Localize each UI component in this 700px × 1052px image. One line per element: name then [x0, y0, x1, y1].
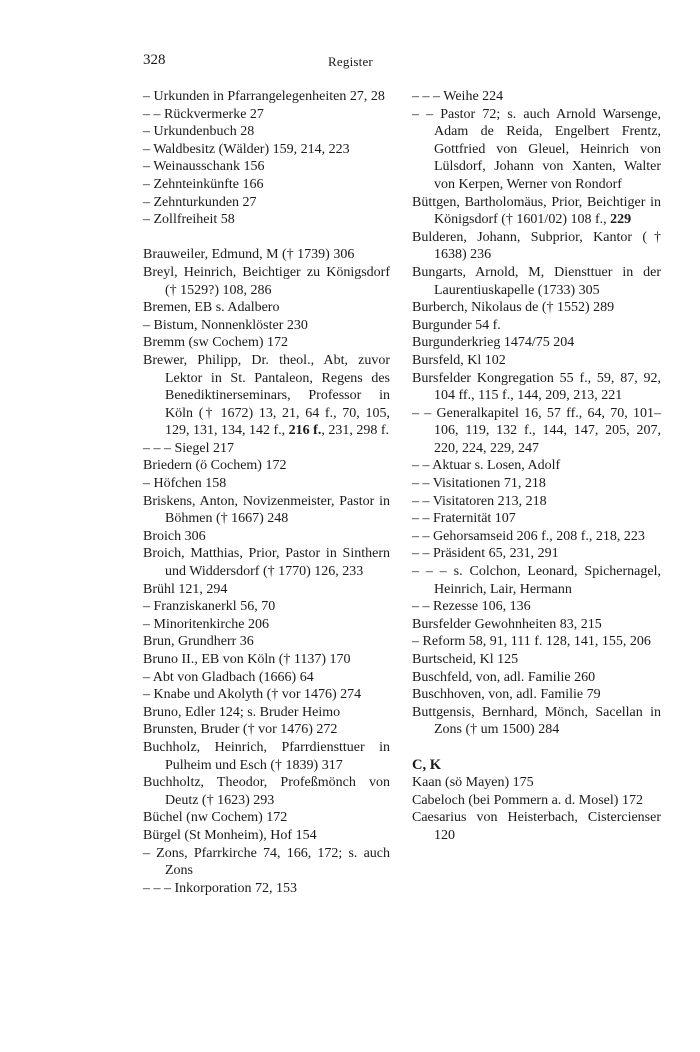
index-entry: – – Rezesse 106, 136	[412, 599, 531, 615]
index-entry: – – Generalkapitel 16, 57 ff., 64, 70, 101–106, 119, 132 f., 144, 147, 205, 207, 220, 224, 229, 247	[412, 405, 661, 456]
index-entry: – Minoritenkirche 206	[143, 616, 269, 632]
index-entry	[412, 194, 661, 229]
index-entry: Buchholz, Heinrich, Pfarrdiensttuer in Pulheim und Esch († 1839) 317	[143, 739, 390, 773]
index-entry: Bursfelder Gewohnheiten 83, 215	[412, 616, 602, 632]
index-entry: – – Gehorsamseid 206 f., 208 f., 218, 223	[412, 528, 645, 544]
index-entry: – – – Weihe 224	[412, 89, 504, 104]
index-column-right	[412, 88, 661, 845]
index-entry: Burtscheid, Kl 125	[412, 652, 519, 667]
index-entry: Brun, Grundherr 36	[143, 634, 254, 650]
index-entry: Cabeloch (bei Pommern a. d. Mosel) 172	[412, 792, 643, 808]
index-entry: – – Präsident 65, 231, 291	[412, 546, 559, 562]
index-entry: – – Pastor 72; s. auch Arnold Warsenge, Adam de Reida, Engelbert Frentz, Gottfried von Gleuel, Heinrich von Lülsdorf, Johann von Xanten, Walter von Kerpen, Werner von Rondorf	[412, 106, 661, 192]
index-entry: Bulderen, Johann, Subprior, Kantor († 1638) 236	[412, 229, 661, 263]
index-entry: Broich 306	[143, 528, 206, 544]
index-entry: Bruno, Edler 124; s. Bruder Heimo	[143, 704, 341, 720]
index-entry: Büchel (nw Cochem) 172	[143, 810, 288, 826]
index-entry: – – Visitationen 71, 218	[412, 476, 546, 492]
entry-main-reference: 216 f.	[288, 423, 322, 439]
entry-main-reference: 229	[610, 212, 632, 228]
index-entry: – Bistum, Nonnenklöster 230	[143, 317, 308, 333]
index-entry: – Zehnteinkünfte 166	[143, 176, 264, 192]
index-entry: – Höfchen 158	[143, 476, 227, 492]
index-entry: – Urkundenbuch 28	[143, 124, 255, 140]
index-entry: Bremen, EB s. Adalbero	[143, 300, 280, 316]
index-entry: Bremm (sw Cochem) 172	[143, 335, 289, 351]
index-entry: Broich, Matthias, Prior, Pastor in Sinthern und Widdersdorf († 1770) 126, 233	[143, 546, 390, 580]
entry-gap	[412, 739, 661, 757]
entry-text-continued: , 231, 298 f.	[321, 423, 390, 439]
page-header	[143, 52, 558, 72]
running-head: Register	[328, 54, 373, 69]
index-entry: Bursfeld, Kl 102	[412, 352, 506, 368]
index-entry: – Weinausschank 156	[143, 159, 265, 175]
index-entry: Briedern (ö Cochem) 172	[143, 458, 287, 474]
index-entry: Caesarius von Heisterbach, Cistercienser 120	[412, 810, 661, 843]
index-entry: Burgunderkrieg 1474/75 204	[412, 335, 575, 351]
index-entry: Kaan (sö Mayen) 175	[412, 775, 534, 791]
index-entry: Brunsten, Bruder († vor 1476) 272	[143, 722, 338, 738]
index-column-left	[143, 88, 390, 897]
index-entry: Burberch, Nikolaus de († 1552) 289	[412, 300, 615, 316]
index-entry: Buschfeld, von, adl. Familie 260	[412, 669, 596, 685]
index-entry: Briskens, Anton, Novizenmeister, Pastor in Böhmen († 1667) 248	[143, 493, 390, 527]
index-entry: Buchholtz, Theodor, Profeßmönch von Deutz († 1623) 293	[143, 775, 390, 808]
index-entry: – Zons, Pfarrkirche 74, 166, 172; s. auch Zons	[143, 845, 390, 879]
index-entry: – Abt von Gladbach (1666) 64	[143, 669, 314, 685]
index-entry: Brühl 121, 294	[143, 581, 228, 597]
index-entry: Brauweiler, Edmund, M († 1739) 306	[143, 247, 355, 263]
index-entry: – – – Siegel 217	[143, 440, 234, 456]
index-entry: – Waldbesitz (Wälder) 159, 214, 223	[143, 141, 350, 157]
entry-text: Brewer, Philipp, Dr. theol., Abt, zuvor Lektor in St. Pantaleon, Regens des Benediktinerseminars, Professor in Köln († 1672) 13, 21, 64 f., 70, 105, 129, 131, 134, 142 f.,	[143, 352, 390, 439]
index-entry: Buschhoven, von, adl. Familie 79	[412, 687, 601, 703]
index-entry: – – Visitatoren 213, 218	[412, 493, 547, 509]
index-entry: – Urkunden in Pfarrangelegenheiten 27, 28	[143, 89, 385, 104]
entry-text: Büttgen, Bartholomäus, Prior, Beichtiger in Königsdorf († 1601/02) 108 f.,	[412, 194, 661, 228]
index-entry: – Reform 58, 91, 111 f. 128, 141, 155, 206	[412, 634, 651, 650]
index-entry	[143, 352, 390, 440]
index-entry: Bursfelder Kongregation 55 f., 59, 87, 92, 104 ff., 115 f., 144, 209, 213, 221	[412, 370, 661, 404]
entry-gap	[143, 229, 390, 247]
index-entry: Burgunder 54 f.	[412, 317, 501, 333]
index-entry: – – – s. Colchon, Leonard, Spichernagel, Heinrich, Lair, Hermann	[412, 564, 661, 597]
index-entry: – – – Inkorporation 72, 153	[143, 880, 297, 896]
index-entry: Bungarts, Arnold, M, Diensttuer in der Laurentiuskapelle (1733) 305	[412, 264, 661, 298]
index-entry: Breyl, Heinrich, Beichtiger zu Königsdorf († 1529?) 108, 286	[143, 264, 390, 298]
index-entry: Bürgel (St Monheim), Hof 154	[143, 827, 317, 843]
index-entry: – – Aktuar s. Losen, Adolf	[412, 458, 561, 474]
index-entry: – Zollfreiheit 58	[143, 212, 235, 228]
page-number: 328	[143, 52, 166, 68]
index-entry: Buttgensis, Bernhard, Mönch, Sacellan in Zons († um 1500) 284	[412, 704, 661, 738]
index-entry: – Knabe und Akolyth († vor 1476) 274	[143, 687, 362, 703]
index-entry: – – Fraternität 107	[412, 511, 516, 527]
index-entry: – Franziskanerkl 56, 70	[143, 599, 276, 615]
section-heading: C, K	[412, 756, 441, 773]
index-entry: – Zehnturkunden 27	[143, 194, 257, 210]
index-entry: Bruno II., EB von Köln († 1137) 170	[143, 652, 351, 667]
index-entry: – – Rückvermerke 27	[143, 106, 264, 122]
